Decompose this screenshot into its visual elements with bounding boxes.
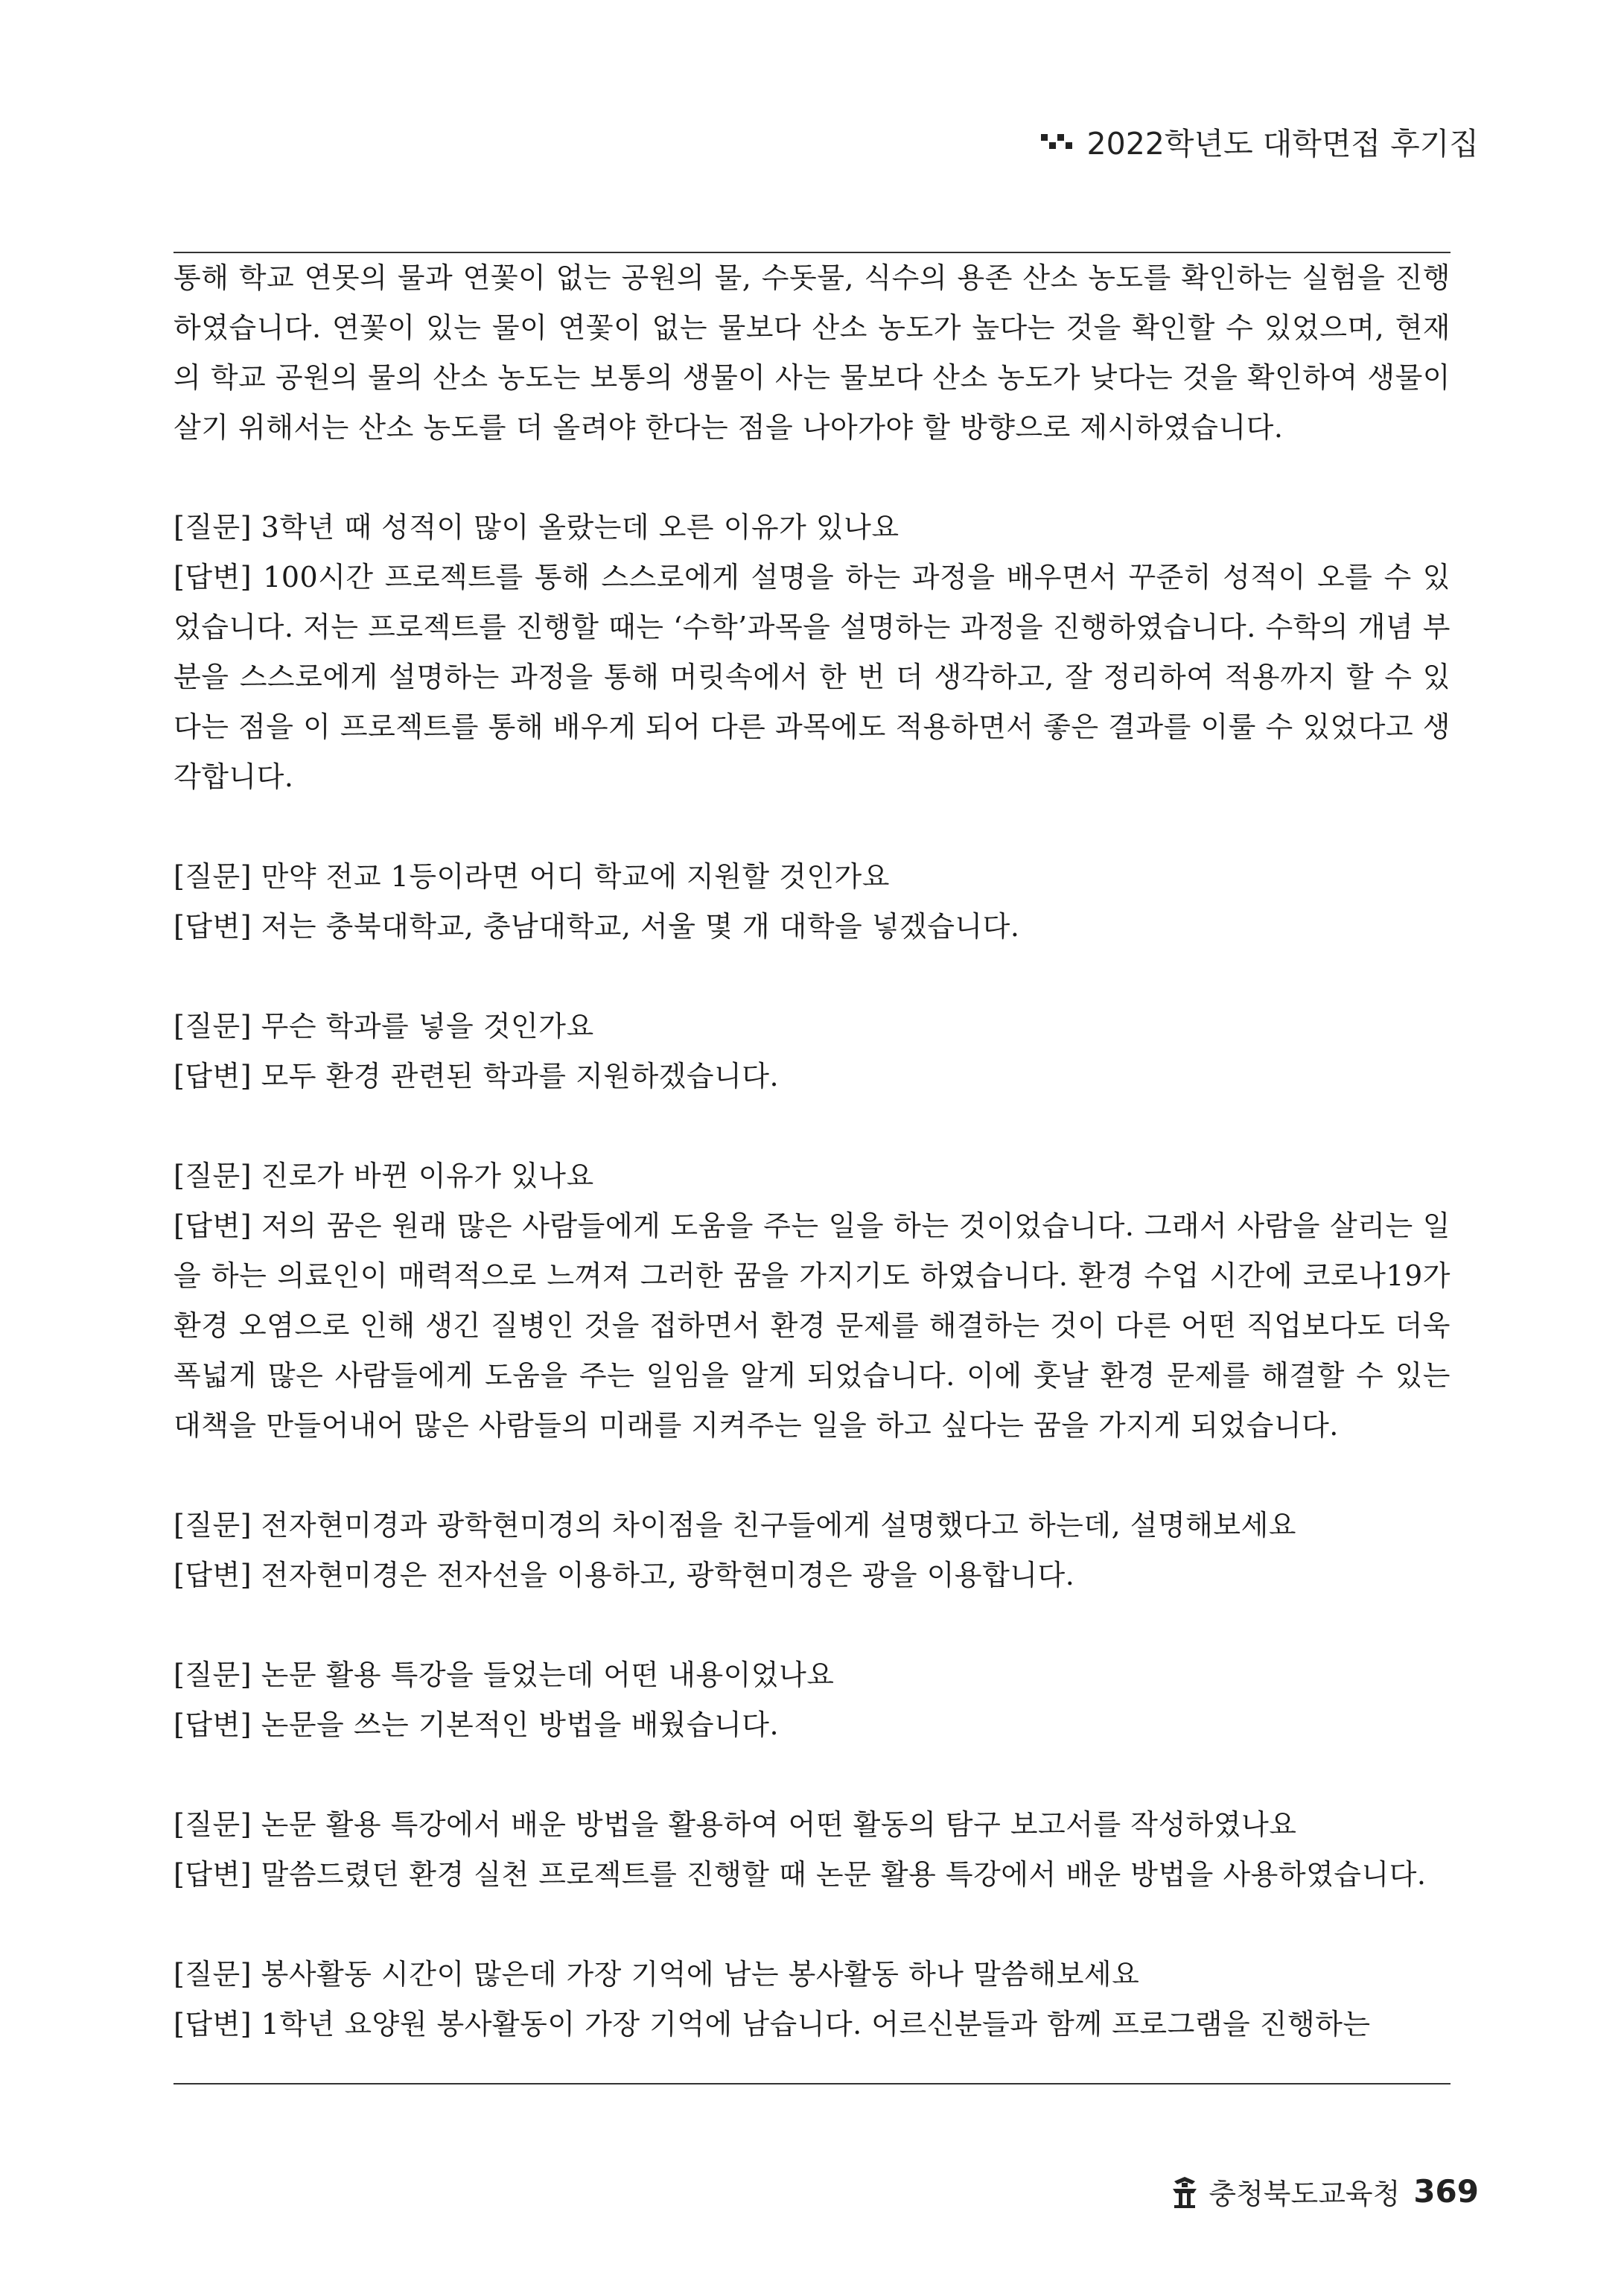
qa-answer: [답변] 논문을 쓰는 기본적인 방법을 배웠습니다. — [173, 1708, 780, 1741]
education-office-emblem-icon — [1170, 2175, 1200, 2208]
page-number: 369 — [1413, 2173, 1479, 2210]
qa-answer: [답변] 모두 환경 관련된 학과를 지원하겠습니다. — [173, 1060, 780, 1093]
page-body — [173, 253, 1451, 2049]
qa-answer: [답변] 100시간 프로젝트를 통해 스스로에게 설명을 하는 과정을 배우면서 꾸준히 성적이 오를 수 있었습니다. 저는 프로젝트를 진행할 때는 ‘수학’과목을 설명하는 과정을 진행하였습니다. 수학의 개념 부분을 스스로에게 설명하는 과정을 통해 머릿속에서 한 번 더 생각하고, 잘 정리하여 적용까지 할 수 있다는 점을 이 프로젝트를 통해 배우게 되어 다른 과목에도 적용하면서 좋은 결과를 이룰 수 있었다고 생각합니다. — [173, 561, 1451, 793]
header-mark-icon — [1041, 134, 1072, 149]
qa-question: [질문] 논문 활용 특강을 들었는데 어떤 내용이었나요 — [173, 1659, 835, 1691]
qa-question: [질문] 무슨 학과를 넣을 것인가요 — [173, 1010, 594, 1043]
qa-question: [질문] 만약 전교 1등이라면 어디 학교에 지원할 것인가요 — [173, 860, 890, 893]
intro-paragraph: 통해 학교 연못의 물과 연꽃이 없는 공원의 물, 수돗물, 식수의 용존 산소 농도를 확인하는 실험을 진행하였습니다. 연꽃이 있는 물이 연꽃이 없는 물보다 산소 농도가 높다는 것을 확인할 수 있었으며, 현재의 학교 공원의 물의 산소 농도는 보통의 생물이 사는 물보다 산소 농도가 낮다는 것을 확인하여 생물이 살기 위해서는 산소 농도를 더 올려야 한다는 점을 나아가야 할 방향으로 제시하였습니다. — [173, 261, 1451, 444]
qa-answer: [답변] 1학년 요양원 봉사활동이 가장 기억에 남습니다. 어르신분들과 함께 프로그램을 진행하는 — [173, 2008, 1371, 2041]
header-title: 2022학년도 대학면접 후기집 — [1086, 126, 1479, 162]
qa-question: [질문] 진로가 바뀐 이유가 있나요 — [173, 1160, 594, 1192]
publisher-name: 충청북도교육청 — [1209, 2178, 1401, 2210]
qa-question: [질문] 논문 활용 특강에서 배운 방법을 활용하여 어떤 활동의 탐구 보고서를 작성하였나요 — [173, 1808, 1297, 1841]
qa-question: [질문] 3학년 때 성적이 많이 올랐는데 오른 이유가 있나요 — [173, 511, 899, 544]
qa-question: [질문] 전자현미경과 광학현미경의 차이점을 친구들에게 설명했다고 하는데, 설명해보세요 — [173, 1509, 1296, 1542]
qa-answer: [답변] 저는 충북대학교, 충남대학교, 서울 몇 개 대학을 넣겠습니다. — [173, 910, 1020, 943]
page-footer — [1170, 2171, 1479, 2212]
qa-question: [질문] 봉사활동 시간이 많은데 가장 기억에 남는 봉사활동 하나 말씀해보세요 — [173, 1958, 1140, 1991]
qa-answer: [답변] 전자현미경은 전자선을 이용하고, 광학현미경은 광을 이용합니다. — [173, 1559, 1075, 1591]
running-header — [1041, 119, 1479, 163]
qa-answer: [답변] 저의 꿈은 원래 많은 사람들에게 도움을 주는 일을 하는 것이었습니다. 그래서 사람을 살리는 일을 하는 의료인이 매력적으로 느껴져 그러한 꿈을 가지기도 하였습니다. 환경 수업 시간에 코로나19가 환경 오염으로 인해 생긴 질병인 것을 접하면서 환경 문제를 해결하는 것이 다른 어떤 직업보다도 더욱 폭넓게 많은 사람들에게 도움을 주는 일임을 알게 되었습니다. 이에 훗날 환경 문제를 해결할 수 있는 대책을 만들어내어 많은 사람들의 미래를 지켜주는 일을 하고 싶다는 꿈을 가지게 되었습니다. — [173, 1209, 1451, 1442]
bottom-rule — [173, 2083, 1451, 2084]
qa-answer: [답변] 말씀드렸던 환경 실천 프로젝트를 진행할 때 논문 활용 특강에서 배운 방법을 사용하였습니다. — [173, 1858, 1427, 1891]
